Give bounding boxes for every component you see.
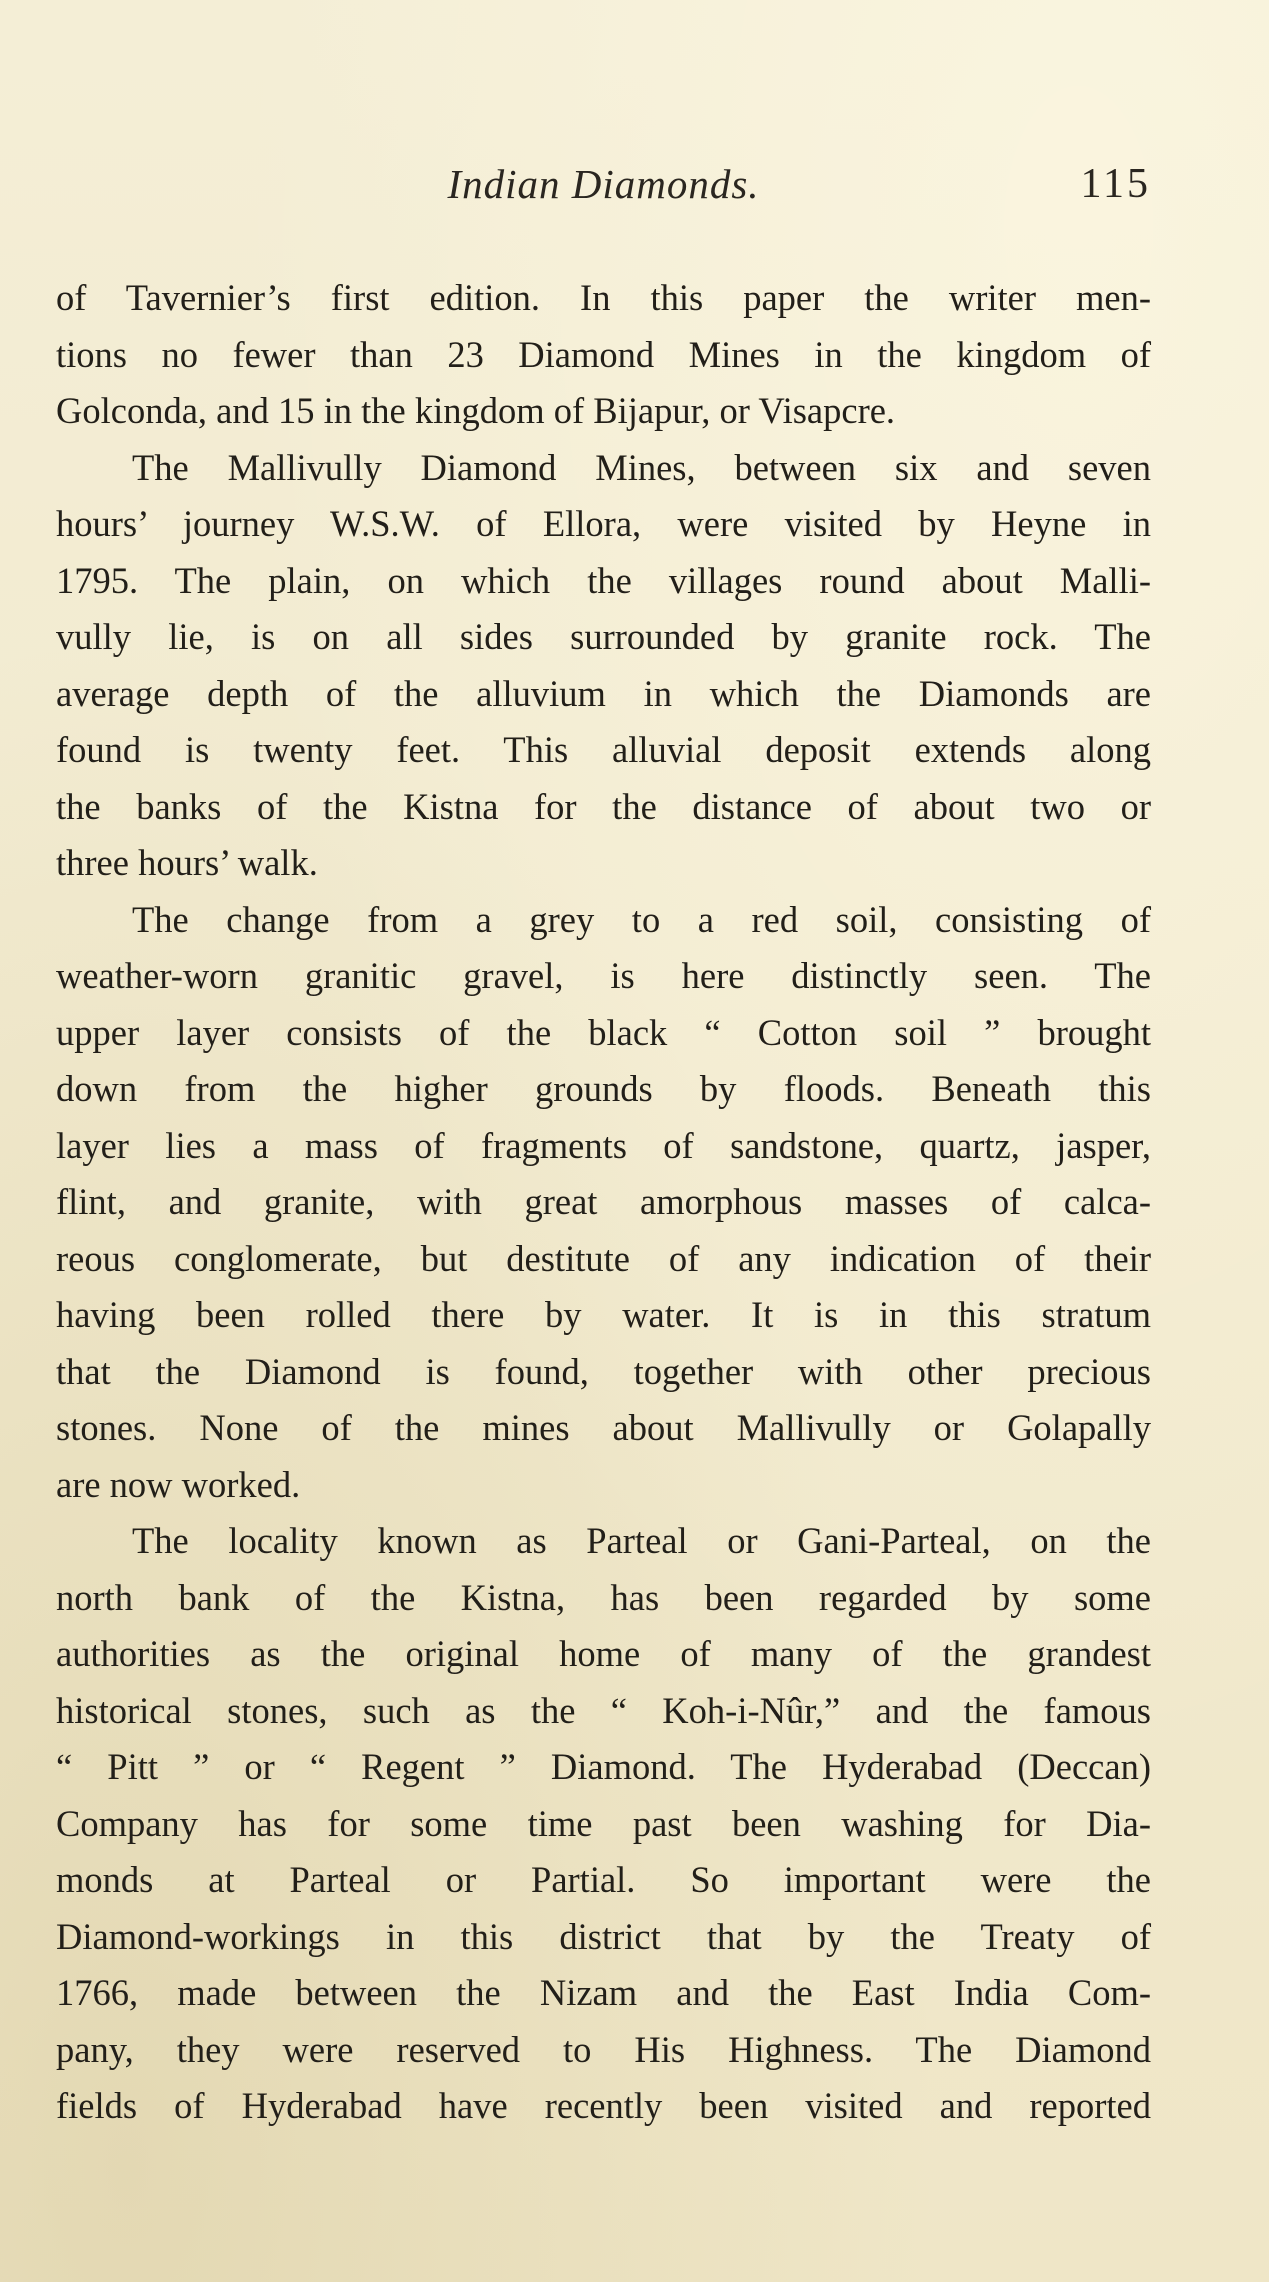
text-line: The Mallivully Diamond Mines, between six and seven [132,446,1151,488]
text-line: three hours’ walk. [56,842,318,883]
running-title: Indian Diamonds. [447,161,760,207]
paragraph [56,892,1151,1514]
text-line: The change from a grey to a red soil, consisting of [132,898,1151,940]
text-line: upper layer consists of the black “ Cotton soil ” brought [56,1011,1151,1053]
text-line: 1766, made between the Nizam and the East India Com- [56,1972,1151,2013]
text-line: having been rolled there by water. It is in this stratum [56,1294,1151,1335]
text-line: The locality known as Parteal or Gani-Parteal, on the [132,1520,1151,1561]
text-line: pany, they were reserved to His Highness. The Diamond [56,2028,1151,2070]
text-line: layer lies a mass of fragments of sandstone, quartz, jasper, [56,1124,1151,1166]
text-line: historical stones, such as the “ Koh-i-Nûr,” and the famous [56,1689,1151,1731]
page-number: 115 [1080,161,1151,207]
text-line: found is twenty feet. This alluvial deposit extends along [56,729,1151,770]
paragraph [56,1513,1151,2135]
text-line: north bank of the Kistna, has been regarded by some [56,1576,1151,1618]
text-line: monds at Parteal or Partial. So important were the [56,1859,1151,1900]
text-line: flint, and granite, with great amorphous masses of calca- [56,1181,1151,1222]
text-line: Diamond-workings in this district that by the Treaty of [56,1915,1151,1957]
text-line: tions no fewer than 23 Diamond Mines in the kingdom of [56,333,1151,375]
paragraph [56,270,1151,440]
text-line: weather-worn granitic gravel, is here distinctly seen. The [56,955,1151,996]
text-line: Golconda, and 15 in the kingdom of Bijapur, or Visapcre. [56,390,896,431]
text-line: authorities as the original home of many of the grandest [56,1633,1151,1674]
text-line: stones. None of the mines about Mallivully or Golapally [56,1407,1151,1448]
text-line: vully lie, is on all sides surrounded by granite rock. The [56,616,1151,657]
running-head [56,160,1151,230]
text-line: “ Pitt ” or “ Regent ” Diamond. The Hyderabad (Deccan) [56,1746,1151,1787]
text-line: of Tavernier’s first edition. In this paper the writer men- [56,277,1151,318]
body-text [56,270,1151,2135]
text-line: down from the higher grounds by floods. Beneath this [56,1068,1151,1109]
text-line: average depth of the alluvium in which the Diamonds are [56,672,1151,714]
text-line: that the Diamond is found, together with other precious [56,1350,1151,1392]
text-line: the banks of the Kistna for the distance of about two or [56,785,1151,827]
text-line: reous conglomerate, but destitute of any indication of their [56,1237,1151,1279]
text-line: are now worked. [56,1463,301,1505]
paragraph [56,440,1151,892]
text-line: fields of Hyderabad have recently been visited and reported [56,2085,1151,2126]
text-line: 1795. The plain, on which the villages round about Malli- [56,559,1151,601]
text-line: hours’ journey W.S.W. of Ellora, were visited by Heyne in [56,503,1151,544]
text-line: Company has for some time past been washing for Dia- [56,1802,1151,1844]
